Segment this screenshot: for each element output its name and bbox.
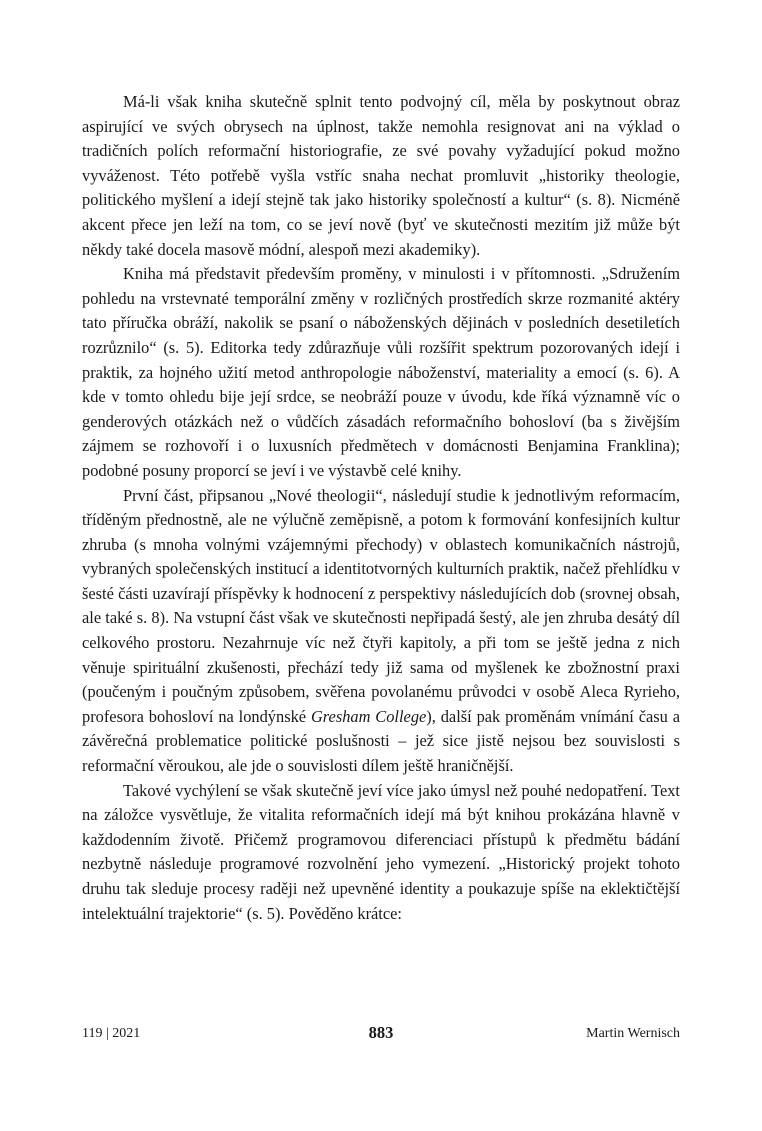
paragraph: Má-li však kniha skutečně splnit tento podvojný cíl, měla by poskytnout obraz aspirující ve svých obrysech na úplnost, takže nemohla resignovat ani na výklad o tradičních polích reformační historiografie, ze své povahy vyžadující pokud možno vyváženost. Této potřebě vyšla vstříc snaha nechat promluvit „historiky theologie, politického myšlení a idejí stejně tak jako historiky společností a kultur“ (s. 8). Nicméně akcent přece jen leží na tom, co se jeví nově (byť ve skutečnosti mezitím již může být někdy také docela masově módní, alespoň mezi akademiky). xyxy=(82,92,680,259)
paragraph: Kniha má představit především proměny, v minulosti i v přítomnosti. „Sdružením pohledu na vrstevnaté temporální změny v rozličných prostředích skrze rozmanité aktéry tato příručka obráží, nakolik se psaní o náboženských dějinách v posledních desetiletích rozrůznilo“ (s. 5). Editorka tedy zdůrazňuje vůli rozšířit spektrum pozorovaných idejí i praktik, za hojného užití metod anthropologie náboženství, materiality a emocí (s. 6). A kde v tomto ohledu bije její srdce, se neobráží pouze v úvodu, kde říká významně víc o genderových otázkách než o vůdčích zásadách reformačního bohosloví (ba s živějším zájmem se rozhovoří i o luxusních předmětech v domácnosti Benjamina Franklina); podobné posuny proporcí se jeví i ve výstavbě celé knihy. xyxy=(82,264,680,480)
issue-label: 119 | 2021 xyxy=(82,1026,141,1041)
page-footer xyxy=(82,1022,680,1048)
paragraph: Takové vychýlení se však skutečně jeví více jako úmysl než pouhé nedopatření. Text na záložce vysvětluje, že vitalita reformačních idejí má být knihou prokázána hlavně v každodenním životě. Přičemž programovou diferenciaci přístupů k předmětu bádání nezbytně následuje programové rozvolnění jeho vymezení. „Historický projekt tohoto druhu tak sleduje procesy raději než upevněné identity a poukazuje spíše na eklektičtější intelektuální trajektorie“ (s. 5). Pověděno krátce: xyxy=(82,780,680,923)
author-name: Martin Wernisch xyxy=(586,1026,680,1041)
body-text xyxy=(82,90,680,926)
page-number: 883 xyxy=(368,1023,394,1042)
paragraph: První část, připsanou „Nové theologii“, následují studie k jednotlivým reformacím, tříděným přednostně, ale ne výlučně zeměpisně, a potom k formování konfesijních kultur zhruba (s mnoha volnými vzájemnými přechody) v oblastech komunikačních nástrojů, vybraných společenských institucí a identitotvorných kulturních praktik, načež přehlídku v šesté části uzavírají příspěvky k hodnocení z perspektivy následujících dob (srovnej obsah, ale také s. 8). Na vstupní část však ve skutečnosti nepřipadá šestý, ale jen zhruba desátý díl celkového prostoru. Nezahrnuje víc než čtyři kapitoly, a při tom se ještě jedna z nich věnuje spirituální zkušenosti, přechází tedy již sama od myšlenek ke zbožnostní praxi (poučeným i poučným způsobem, svěřena povolanému průvodci v osobě Aleca Ryrieho, profesora bohosloví na londýnské Gresham College), další pak proměnám vnímání času a závěrečná problematice politické poslušnosti – jež sice jistě nejsou bez souvislosti s reformační věroukou, ale jde o souvislosti dílem ještě hraničnější. xyxy=(82,485,680,776)
institution-name-italic: Gresham College xyxy=(310,706,427,726)
